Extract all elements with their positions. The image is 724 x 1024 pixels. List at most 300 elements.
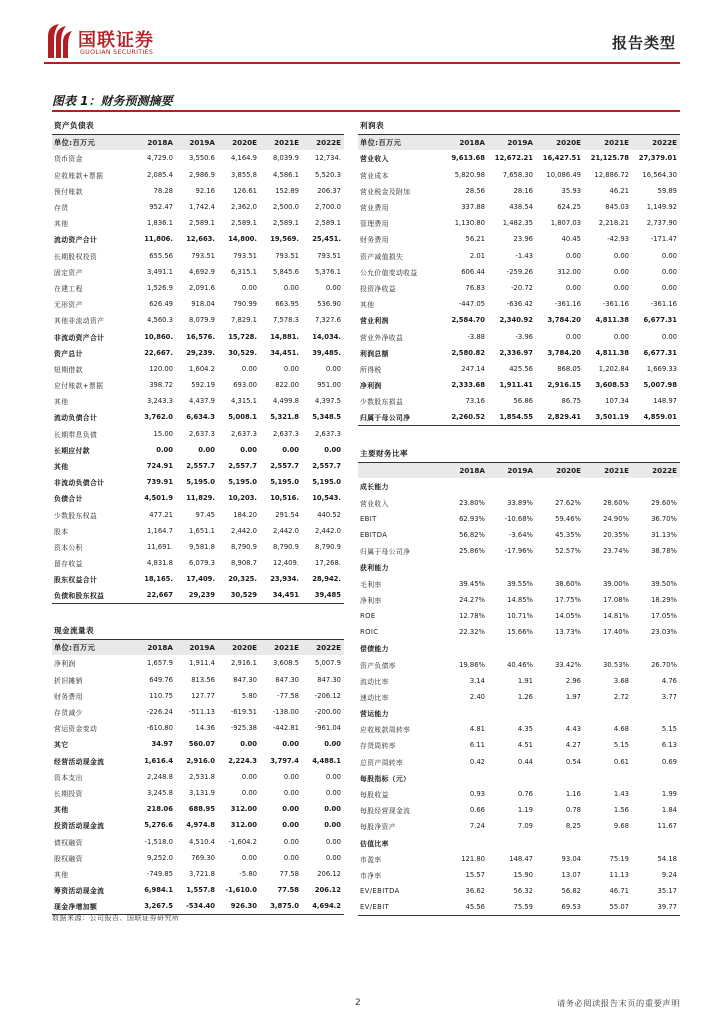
column-header: 单位:百万元 bbox=[52, 639, 134, 655]
cell-value: 3,721.8 bbox=[189, 869, 215, 878]
table-row bbox=[358, 721, 680, 737]
cell-value bbox=[632, 478, 680, 494]
row-label: 存货 bbox=[54, 204, 69, 213]
cell-value: 23,934. bbox=[270, 575, 299, 584]
row-label: 每股经营现金流 bbox=[360, 807, 411, 816]
cell-value: 4,560.3 bbox=[147, 316, 173, 325]
row-label: 所得税 bbox=[360, 365, 382, 374]
cell-value: 23.03% bbox=[651, 628, 677, 637]
cell-value: 0.00 bbox=[156, 445, 173, 454]
cell-value: 39,485. bbox=[312, 348, 341, 357]
cell-value: 1.56 bbox=[613, 806, 629, 815]
cell-value: 0.66 bbox=[469, 806, 485, 815]
cell-value: 17.75% bbox=[555, 595, 581, 604]
row-label: 预付账款 bbox=[54, 187, 83, 196]
cell-value: 27,379.01 bbox=[638, 154, 677, 163]
cell-value: 926.30 bbox=[218, 898, 260, 914]
cell-value: 1,616.4 bbox=[144, 756, 173, 765]
cell-value: 4,499.8 bbox=[273, 397, 299, 406]
cell-value: -361.16 bbox=[650, 300, 677, 309]
cell-value: 3,762.0 bbox=[144, 413, 173, 422]
cell-value: 0.00 bbox=[325, 364, 341, 373]
cell-value: 5,007.98 bbox=[643, 381, 677, 390]
row-label: 股东权益合计 bbox=[54, 576, 98, 585]
cell-value: 86.75 bbox=[561, 397, 581, 406]
cell-value: 2,336.97 bbox=[499, 348, 533, 357]
figure-divider bbox=[52, 110, 680, 112]
table-row bbox=[52, 393, 344, 409]
table-row bbox=[52, 507, 344, 523]
cell-value: 3,875.0 bbox=[260, 898, 302, 914]
cell-value: 0.00 bbox=[661, 251, 677, 260]
cell-value: 626.49 bbox=[149, 300, 173, 309]
table-row bbox=[52, 555, 344, 571]
table-title-row bbox=[358, 446, 680, 462]
cell-value: 33.89% bbox=[507, 498, 533, 507]
cell-value: 35.93 bbox=[561, 186, 581, 195]
table-row bbox=[52, 672, 344, 688]
cell-value: 5,007.9 bbox=[315, 659, 341, 668]
row-label: 其他 bbox=[54, 463, 69, 472]
cell-value: 2,737.90 bbox=[646, 219, 677, 228]
cell-value: 23.80% bbox=[459, 498, 485, 507]
page-number: 2 bbox=[355, 998, 361, 1008]
cell-value: 31.13% bbox=[651, 531, 677, 540]
cell-value: 5.15 bbox=[613, 741, 629, 750]
column-header: 2022E bbox=[302, 639, 344, 655]
cell-value: 7.09 bbox=[517, 822, 533, 831]
cell-value: 14,034. bbox=[312, 332, 341, 341]
cell-value: 56.86 bbox=[513, 397, 533, 406]
cell-value: 69.53 bbox=[536, 899, 584, 915]
cell-value: 56.32 bbox=[513, 887, 533, 896]
cell-value: 0.00 bbox=[240, 445, 257, 454]
cell-value bbox=[584, 559, 632, 575]
cell-value: 2,916.1 bbox=[231, 659, 257, 668]
cell-value: 9.24 bbox=[661, 870, 677, 879]
cell-value: 4,397.5 bbox=[315, 397, 341, 406]
cell-value: 121.80 bbox=[461, 854, 485, 863]
column-header: 2022E bbox=[632, 134, 680, 150]
cell-value bbox=[488, 640, 536, 656]
cell-value: -77.58 bbox=[277, 691, 299, 700]
cell-value: 12,672.21 bbox=[494, 154, 533, 163]
column-header: 2018A bbox=[134, 639, 176, 655]
table-row bbox=[52, 720, 344, 736]
table-row bbox=[52, 882, 344, 898]
cell-value: 0.00 bbox=[241, 364, 257, 373]
row-label: 归属于母公司净 bbox=[358, 409, 440, 425]
column-header: 2018A bbox=[440, 462, 488, 478]
cell-value: 29,239. bbox=[186, 348, 215, 357]
cell-value: -3.64% bbox=[508, 531, 533, 540]
cell-value: 20,325. bbox=[228, 575, 257, 584]
cell-value: -226.24 bbox=[146, 708, 173, 717]
cell-value: 4,694.2 bbox=[302, 898, 344, 914]
cell-value: 2,362.0 bbox=[231, 203, 257, 212]
cell-value: 46.21 bbox=[609, 186, 629, 195]
cell-value: 477.21 bbox=[149, 510, 173, 519]
cell-value: 1,604.2 bbox=[189, 364, 215, 373]
cell-value bbox=[440, 559, 488, 575]
cell-value: -534.40 bbox=[176, 898, 218, 914]
row-label: 财务费用 bbox=[54, 692, 83, 701]
cell-value: 952.47 bbox=[149, 203, 173, 212]
table-row bbox=[358, 737, 680, 753]
row-label: 流动资产合计 bbox=[54, 236, 98, 245]
cell-value: 7,327.6 bbox=[315, 316, 341, 325]
cell-value: 25,451. bbox=[312, 235, 341, 244]
cell-value: 0.00 bbox=[325, 788, 341, 797]
cell-value: 5,376.1 bbox=[315, 267, 341, 276]
cell-value: 15.57 bbox=[465, 870, 485, 879]
cell-value: 724.91 bbox=[146, 462, 173, 471]
cell-value: -171.47 bbox=[650, 235, 677, 244]
cell-value bbox=[584, 770, 632, 786]
cell-value: 1,651.1 bbox=[189, 526, 215, 535]
cell-value: 16,427.51 bbox=[542, 154, 581, 163]
cell-value: -361.16 bbox=[602, 300, 629, 309]
row-label: 每股净资产 bbox=[360, 823, 396, 832]
cell-value: 0.00 bbox=[565, 332, 581, 341]
cell-value: -206.12 bbox=[314, 691, 341, 700]
cell-value: 0.00 bbox=[661, 332, 677, 341]
cell-value: 398.72 bbox=[149, 381, 173, 390]
row-label: 成长能力 bbox=[360, 483, 389, 492]
table-row bbox=[52, 539, 344, 555]
cell-value bbox=[440, 478, 488, 494]
cell-value: 3,608.5 bbox=[273, 659, 299, 668]
cell-value: 11,829. bbox=[186, 494, 215, 503]
cell-value: 790.99 bbox=[233, 300, 257, 309]
cell-value bbox=[488, 835, 536, 851]
table-row bbox=[52, 377, 344, 393]
table-row bbox=[52, 264, 344, 280]
cell-value: 0.44 bbox=[517, 757, 533, 766]
cell-value: 1.26 bbox=[517, 692, 533, 701]
row-label: 偿债能力 bbox=[360, 645, 389, 654]
cell-value: 2,085.4 bbox=[147, 170, 173, 179]
cell-value: 16,576. bbox=[186, 332, 215, 341]
cell-value: 2,700.0 bbox=[315, 203, 341, 212]
row-label: 债权融资 bbox=[54, 838, 83, 847]
cell-value bbox=[632, 835, 680, 851]
cell-value: 0.00 bbox=[283, 364, 299, 373]
cell-value: 5.80 bbox=[241, 691, 257, 700]
row-label: EV/EBIT bbox=[358, 899, 440, 915]
cell-value: 1,742.4 bbox=[189, 203, 215, 212]
cell-value: 0.00 bbox=[324, 740, 341, 749]
column-header bbox=[358, 462, 440, 478]
table-row bbox=[52, 785, 344, 801]
cell-value: 5,520.3 bbox=[315, 170, 341, 179]
row-label: 资本公积 bbox=[54, 543, 83, 552]
row-label: 货币资金 bbox=[54, 155, 83, 164]
row-label: 负债合计 bbox=[54, 495, 83, 504]
cell-value: 206.12 bbox=[317, 869, 341, 878]
cell-value: 11,691. bbox=[147, 542, 173, 551]
cell-value: 10,860. bbox=[144, 332, 173, 341]
cell-value: 312.00 bbox=[230, 821, 257, 830]
cell-value: -361.16 bbox=[554, 300, 581, 309]
cell-value: 6,677.31 bbox=[643, 316, 677, 325]
row-label: 其它 bbox=[54, 741, 69, 750]
table-row bbox=[358, 754, 680, 770]
cell-value: 26.70% bbox=[651, 660, 677, 669]
cell-value: 13.07 bbox=[561, 870, 581, 879]
cell-value: 22,667 bbox=[134, 587, 176, 603]
cell-value: 59.89 bbox=[657, 186, 677, 195]
cell-value: 6,634.3 bbox=[186, 413, 215, 422]
cell-value: -749.85 bbox=[146, 869, 173, 878]
cell-value: 36.70% bbox=[651, 514, 677, 523]
column-header: 2021E bbox=[260, 134, 302, 150]
cell-value: 206.37 bbox=[317, 186, 341, 195]
row-label: 固定资产 bbox=[54, 268, 83, 277]
cell-value: 793.51 bbox=[317, 251, 341, 260]
cell-value: 5,195.0 bbox=[186, 478, 215, 487]
cell-value: 291.54 bbox=[275, 510, 299, 519]
cell-value: -1,604.2 bbox=[228, 837, 257, 846]
cell-value: 33.42% bbox=[555, 660, 581, 669]
cell-value: 1.16 bbox=[565, 790, 581, 799]
column-header: 2020E bbox=[218, 134, 260, 150]
cell-value: 0.00 bbox=[241, 788, 257, 797]
cell-value: 2,589.1 bbox=[189, 219, 215, 228]
cell-value: 30.53% bbox=[603, 660, 629, 669]
footer-disclaimer: 请务必阅读报告末页的重要声明 bbox=[556, 998, 680, 1008]
table-row bbox=[52, 280, 344, 296]
table-row bbox=[358, 345, 680, 361]
table-row bbox=[358, 802, 680, 818]
cell-value: 2,091.6 bbox=[189, 283, 215, 292]
cell-value: 1.99 bbox=[661, 790, 677, 799]
cell-value: 97.45 bbox=[195, 510, 215, 519]
table-row bbox=[358, 248, 680, 264]
cell-value: -636.42 bbox=[506, 300, 533, 309]
row-label: 其他 bbox=[360, 301, 375, 310]
row-label: 留存收益 bbox=[54, 560, 83, 569]
cell-value: 2,637.3 bbox=[189, 429, 215, 438]
cell-value: 3.68 bbox=[613, 676, 629, 685]
table-row bbox=[358, 786, 680, 802]
cell-value: 12.78% bbox=[459, 611, 485, 620]
table-row bbox=[358, 377, 680, 393]
table-row bbox=[52, 490, 344, 506]
cell-value: 2,442.0 bbox=[273, 526, 299, 535]
row-label: 现金净增加额 bbox=[52, 898, 134, 914]
row-label: 资产负债率 bbox=[360, 661, 396, 670]
cell-value: 1,149.92 bbox=[646, 203, 677, 212]
cell-value: 12,734. bbox=[315, 154, 341, 163]
cell-value: 5,276.6 bbox=[144, 821, 173, 830]
column-header: 2022E bbox=[302, 134, 344, 150]
cell-value: 9,252.0 bbox=[147, 853, 173, 862]
table-row bbox=[358, 150, 680, 166]
cell-value: 3,491.1 bbox=[147, 267, 173, 276]
cell-value: 6,984.1 bbox=[144, 886, 173, 895]
cell-value: 4,315.1 bbox=[231, 397, 257, 406]
cell-value: 4.51 bbox=[517, 741, 533, 750]
cell-value: 1.84 bbox=[661, 806, 677, 815]
cell-value: 3.14 bbox=[469, 676, 485, 685]
row-label: 其他 bbox=[54, 398, 69, 407]
cell-value: 14.36 bbox=[195, 724, 215, 733]
column-header: 2021E bbox=[584, 134, 632, 150]
cell-value: 40.46% bbox=[507, 660, 533, 669]
cell-value: 4.43 bbox=[565, 725, 581, 734]
cell-value bbox=[536, 478, 584, 494]
cell-value: 0.00 bbox=[325, 283, 341, 292]
table-row bbox=[358, 231, 680, 247]
row-label: 财务费用 bbox=[360, 236, 389, 245]
row-label: 存货减少 bbox=[54, 709, 83, 718]
row-label: 资本支出 bbox=[54, 773, 83, 782]
cell-value: 813.56 bbox=[191, 675, 215, 684]
cell-value: 425.56 bbox=[509, 364, 533, 373]
cell-value: 1,164.7 bbox=[147, 526, 173, 535]
cell-value: 11,806. bbox=[144, 235, 173, 244]
cell-value: 0.00 bbox=[325, 837, 341, 846]
section-row bbox=[358, 835, 680, 851]
table-row bbox=[358, 264, 680, 280]
cell-value: 4,974.8 bbox=[186, 821, 215, 830]
cell-value: -511.13 bbox=[188, 708, 215, 717]
company-name-en: GUOLIAN SECURITIES bbox=[80, 49, 154, 56]
cell-value: 2,557.7 bbox=[312, 462, 341, 471]
cell-value: 6.13 bbox=[661, 741, 677, 750]
cell-value: 19,569. bbox=[270, 235, 299, 244]
cell-value: 0.00 bbox=[283, 853, 299, 862]
cell-value: -1,518.0 bbox=[144, 837, 173, 846]
cell-value: 39,485 bbox=[302, 587, 344, 603]
cell-value: 184.20 bbox=[233, 510, 257, 519]
cell-value bbox=[488, 559, 536, 575]
cell-value: 148.47 bbox=[509, 854, 533, 863]
cell-value: 868.05 bbox=[557, 364, 581, 373]
cell-value: 14,881. bbox=[270, 332, 299, 341]
cell-value: 30,529 bbox=[218, 587, 260, 603]
table-row bbox=[358, 673, 680, 689]
table-title: 主要财务比率 bbox=[358, 446, 680, 462]
cell-value: 73.16 bbox=[465, 397, 485, 406]
cell-value: 3,243.3 bbox=[147, 397, 173, 406]
table-row bbox=[52, 801, 344, 817]
table-header-row bbox=[358, 134, 680, 150]
cell-value: 2,637.3 bbox=[315, 429, 341, 438]
cell-value: 56.82% bbox=[459, 531, 485, 540]
cell-value: 2.40 bbox=[469, 692, 485, 701]
cell-value: 36.62 bbox=[465, 887, 485, 896]
cell-value: 76.83 bbox=[465, 283, 485, 292]
cell-value: 1.43 bbox=[613, 790, 629, 799]
cell-value: 6,677.31 bbox=[643, 348, 677, 357]
row-label: 股权融资 bbox=[54, 854, 83, 863]
table-row bbox=[358, 624, 680, 640]
row-label: 营业费用 bbox=[360, 204, 389, 213]
cell-value: 0.00 bbox=[324, 805, 341, 814]
cell-value: 0.00 bbox=[613, 332, 629, 341]
cell-value: 649.76 bbox=[149, 675, 173, 684]
cell-value: 0.00 bbox=[565, 283, 581, 292]
cell-value: 0.00 bbox=[241, 772, 257, 781]
cell-value: 39.45% bbox=[459, 579, 485, 588]
header-divider bbox=[44, 62, 680, 64]
row-label: 长期投资 bbox=[54, 789, 83, 798]
cell-value: 1,911.4 bbox=[189, 659, 215, 668]
cell-value bbox=[536, 705, 584, 721]
table-row bbox=[358, 608, 680, 624]
table-row bbox=[358, 280, 680, 296]
table-row bbox=[358, 689, 680, 705]
table-row bbox=[52, 769, 344, 785]
cell-value: 34.97 bbox=[151, 740, 173, 749]
table-row bbox=[52, 704, 344, 720]
cell-value: 22,667. bbox=[144, 348, 173, 357]
cell-value: 0.00 bbox=[613, 251, 629, 260]
cell-value: 822.00 bbox=[275, 381, 299, 390]
cell-value: 5,008.1 bbox=[228, 413, 257, 422]
cell-value: 6,315.1 bbox=[231, 267, 257, 276]
cell-value: -447.05 bbox=[458, 300, 485, 309]
cell-value: -42.93 bbox=[607, 235, 629, 244]
table-row bbox=[358, 867, 680, 883]
cell-value: 2.01 bbox=[469, 251, 485, 260]
cell-value: 3,267.5 bbox=[134, 898, 176, 914]
cell-value bbox=[584, 478, 632, 494]
cell-value: 663.95 bbox=[275, 300, 299, 309]
table-row bbox=[358, 899, 680, 915]
cell-value: 19.86% bbox=[459, 660, 485, 669]
cell-value: 655.56 bbox=[149, 251, 173, 260]
cell-value: 23.74% bbox=[603, 547, 629, 556]
cell-value: 0.00 bbox=[282, 445, 299, 454]
table-row bbox=[52, 361, 344, 377]
cell-value: 2,584.70 bbox=[451, 316, 485, 325]
cell-value bbox=[488, 770, 536, 786]
cell-value: 3,784.20 bbox=[547, 348, 581, 357]
column-header: 2019A bbox=[176, 134, 218, 150]
cell-value: 127.77 bbox=[191, 691, 215, 700]
table-row bbox=[358, 592, 680, 608]
table-title: 利润表 bbox=[358, 118, 680, 134]
cell-value: 17.05% bbox=[651, 611, 677, 620]
table-row bbox=[358, 495, 680, 511]
row-label: 应付账款+票据 bbox=[54, 382, 104, 391]
cell-value: 536.90 bbox=[317, 300, 341, 309]
table-row bbox=[358, 409, 680, 425]
cell-value: 2,637.3 bbox=[273, 429, 299, 438]
cell-value: 0.00 bbox=[565, 251, 581, 260]
cell-value: 2,260.52 bbox=[440, 409, 488, 425]
cell-value: 847.30 bbox=[317, 675, 341, 684]
cell-value: 4.81 bbox=[469, 725, 485, 734]
row-label: 营业税金及附加 bbox=[360, 187, 411, 196]
table-row bbox=[52, 898, 344, 914]
cell-value: 0.61 bbox=[613, 757, 629, 766]
table-title: 资产负债表 bbox=[52, 118, 344, 134]
row-label: 净利率 bbox=[360, 596, 382, 605]
cell-value: 3,784.20 bbox=[547, 316, 581, 325]
cell-value: 1.19 bbox=[517, 806, 533, 815]
cell-value: 39.77 bbox=[632, 899, 680, 915]
cell-value: 2,916.15 bbox=[547, 381, 581, 390]
cell-value: 0.00 bbox=[613, 267, 629, 276]
cell-value: 55.07 bbox=[584, 899, 632, 915]
cell-value bbox=[536, 835, 584, 851]
cell-value: 312.00 bbox=[557, 267, 581, 276]
row-label: 无形资产 bbox=[54, 301, 83, 310]
